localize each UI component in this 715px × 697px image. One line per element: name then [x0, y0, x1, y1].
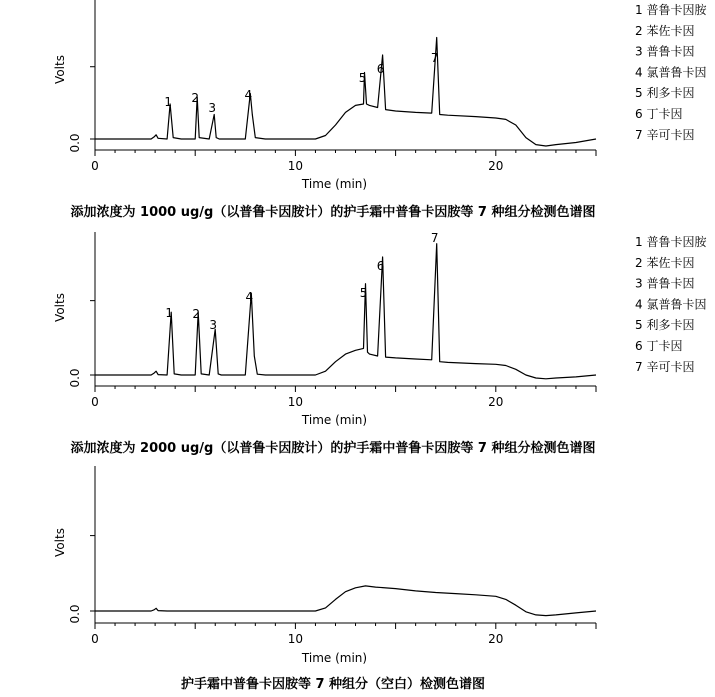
chart-panel-1 [53, 0, 707, 220]
peak-label-6: 6 [376, 259, 385, 273]
x-axis-label: Time (min) [301, 177, 368, 191]
x-axis-label: Time (min) [301, 651, 368, 665]
peak-label-6: 6 [376, 62, 385, 76]
peak-label-3: 3 [209, 318, 218, 332]
x-tick-label: 10 [287, 159, 304, 173]
peak-label-5: 5 [358, 71, 367, 85]
peak-label-4: 4 [245, 290, 254, 304]
figure-caption: 添加浓度为 2000 ug/g（以普鲁卡因胺计）的护手霜中普鲁卡因胺等 7 种组分检测色谱图 [70, 441, 596, 456]
legend-entry: 2 苯佐卡因 [635, 255, 695, 270]
legend-entry: 7 辛可卡因 [635, 359, 695, 374]
x-axis-label: Time (min) [301, 413, 368, 427]
peak-label-4: 4 [244, 88, 253, 102]
legend-entry: 2 苯佐卡因 [635, 23, 695, 38]
legend-entry: 3 普鲁卡因 [635, 44, 695, 59]
peak-label-2: 2 [191, 91, 200, 105]
legend-entry: 3 普鲁卡因 [635, 276, 695, 291]
peak-label-1: 1 [165, 306, 173, 320]
chromatogram-trace [95, 586, 596, 616]
chromatogram-trace [95, 38, 596, 147]
peak-label-5: 5 [359, 286, 368, 300]
legend-entry: 6 丁卡因 [635, 339, 683, 353]
x-tick-label: 20 [488, 632, 504, 646]
y-tick-label: 0.0 [68, 133, 82, 153]
x-tick-label: 0 [91, 395, 99, 409]
peak-label-7: 7 [430, 231, 439, 245]
legend-entry: 4 氯普鲁卡因 [635, 297, 707, 312]
legend-entry: 7 辛可卡因 [635, 127, 695, 142]
y-tick-label: 0.0 [68, 604, 82, 624]
peak-label-1: 1 [164, 95, 172, 109]
figure-caption: 添加浓度为 1000 ug/g（以普鲁卡因胺计）的护手霜中普鲁卡因胺等 7 种组分检测色谱图 [70, 205, 596, 220]
legend [635, 2, 707, 142]
x-tick-label: 10 [287, 632, 304, 646]
chart-panel-3 [53, 466, 596, 692]
x-tick-label: 0 [91, 159, 99, 173]
legend-entry: 5 利多卡因 [635, 86, 695, 101]
legend-entry: 5 利多卡因 [635, 318, 695, 333]
peak-label-2: 2 [192, 307, 201, 321]
x-tick-label: 20 [488, 159, 504, 173]
legend-entry: 1 普鲁卡因胺 [635, 3, 707, 17]
peak-label-7: 7 [430, 51, 439, 65]
legend-entry: 4 氯普鲁卡因 [635, 65, 707, 80]
y-axis-label: Volts [53, 293, 67, 322]
legend-entry: 6 丁卡因 [635, 107, 683, 121]
y-axis-label: Volts [53, 528, 67, 557]
x-tick-label: 0 [91, 632, 99, 646]
x-tick-label: 10 [287, 395, 304, 409]
chart-panel-2 [53, 231, 707, 456]
figure-caption: 护手霜中普鲁卡因胺等 7 种组分（空白）检测色谱图 [180, 677, 486, 692]
y-axis-label: Volts [53, 55, 67, 84]
x-tick-label: 20 [488, 395, 504, 409]
peak-label-3: 3 [208, 101, 217, 115]
legend [635, 234, 707, 374]
y-tick-label: 0.0 [68, 368, 82, 388]
legend-entry: 1 普鲁卡因胺 [635, 235, 707, 249]
